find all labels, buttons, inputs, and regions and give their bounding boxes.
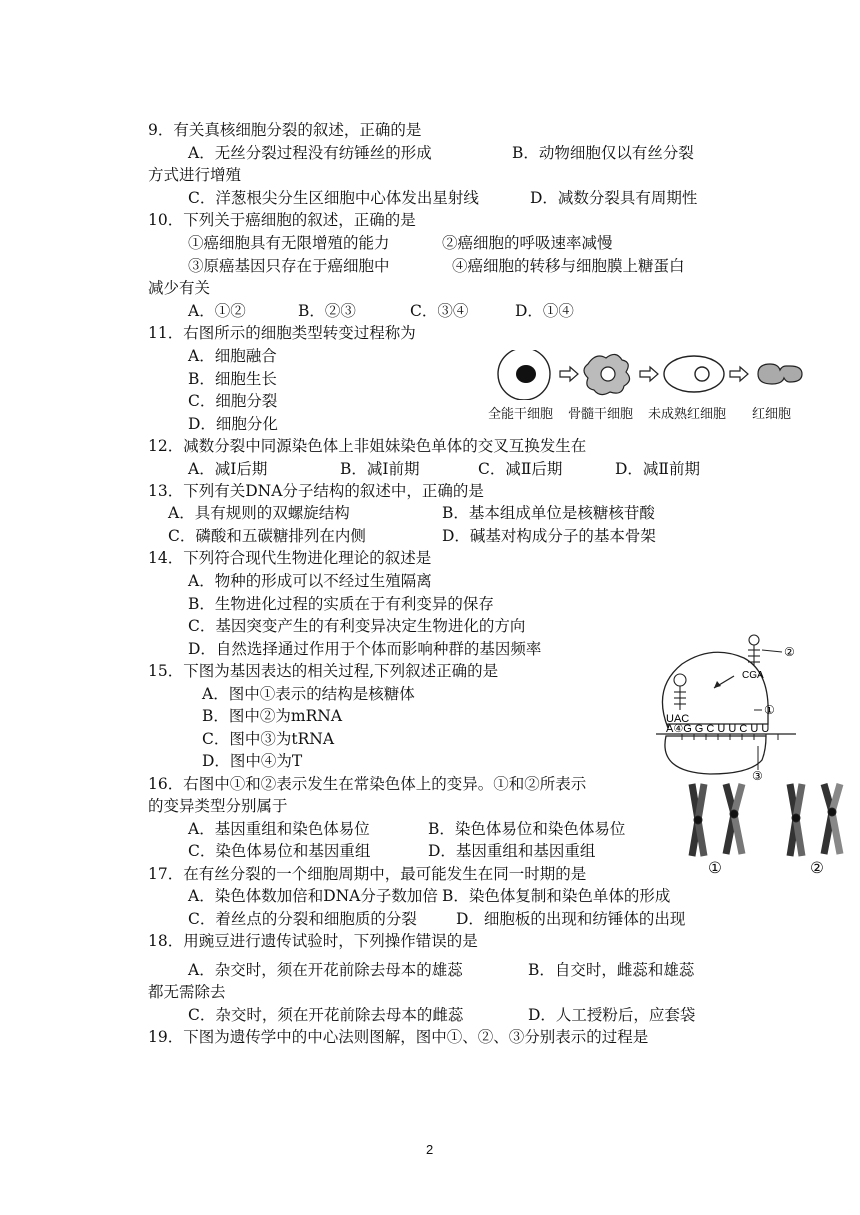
marker-1: ①	[764, 703, 775, 717]
q11-figure-label-3: 未成熟红细胞	[648, 407, 727, 422]
q16-option-d: D．基因重组和基因重组	[428, 842, 596, 860]
q15-option-d: D．图中④为T	[202, 752, 303, 770]
label-mrna-sequence: A④G G C U U C U U	[666, 723, 770, 735]
q18-option-b: B．自交时，雌蕊和雄蕊	[528, 961, 695, 979]
q11-option-a: A．细胞融合	[188, 347, 277, 365]
cell-differentiation-figure	[490, 350, 810, 400]
q10-option-a: A．①②	[188, 302, 246, 320]
q9-option-b: B．动物细胞仅以有丝分裂	[512, 144, 694, 162]
ribosome-lower	[665, 736, 766, 774]
marker-2: ②	[784, 645, 795, 659]
q15-option-a: A．图中①表示的结构是核糖体	[202, 685, 415, 703]
q14-option-b: B．生物进化过程的实质在于有利变异的保存	[188, 595, 494, 613]
q9-option-b-cont: 方式进行增殖	[148, 166, 242, 184]
immature-red-blood-cell	[664, 356, 724, 392]
q18-stem: 18．用豌豆进行遗传试验时，下列操作错误的是	[148, 932, 478, 950]
q15-option-b: B．图中②为mRNA	[202, 707, 343, 725]
q16-option-b: B．染色体易位和染色体易位	[428, 820, 626, 838]
marker-3: ③	[752, 769, 763, 782]
q16-stem-cont: 的变异类型分别属于	[148, 797, 288, 815]
q10-statement-2: ②癌细胞的呼吸速率减慢	[442, 234, 613, 252]
q9-option-d: D．减数分裂具有周期性	[530, 189, 698, 207]
label-uac: UAC	[666, 713, 690, 725]
q17-option-d: D．细胞板的出现和纺锤体的出现	[456, 910, 686, 928]
label-cga: CGA	[742, 670, 764, 681]
q11-figure-label-4: 红细胞	[752, 407, 792, 422]
q10-statement-4-cont: 减少有关	[148, 279, 211, 297]
q14-option-d: D．自然选择通过作用于个体而影响种群的基因频率	[188, 640, 542, 658]
q19-stem: 19．下图为遗传学中的中心法则图解，图中①、②、③分别表示的过程是	[148, 1028, 649, 1046]
q10-stem: 10．下列关于癌细胞的叙述，正确的是	[148, 211, 416, 229]
q13-option-b: B．基本组成单位是核糖核苷酸	[442, 504, 655, 522]
q16-figure-label-1: ①	[708, 859, 722, 877]
q12-option-b: B．减Ⅰ前期	[340, 460, 420, 478]
red-blood-cell	[758, 364, 802, 384]
q11-option-d: D．细胞分化	[188, 415, 278, 433]
q10-option-d: D．①④	[515, 302, 574, 320]
totipotent-stem-cell	[498, 350, 550, 400]
q14-stem: 14．下列符合现代生物进化理论的叙述是	[148, 549, 432, 567]
q12-option-d: D．减Ⅱ前期	[615, 460, 700, 478]
q17-option-a: A．染色体数加倍和DNA分子数加倍	[188, 887, 438, 905]
q13-option-c: C．磷酸和五碳糖排列在内侧	[168, 527, 366, 545]
q12-option-a: A．减Ⅰ后期	[188, 460, 268, 478]
q16-figure-label-2: ②	[810, 859, 824, 877]
q17-option-b: B．染色体复制和染色单体的形成	[442, 887, 671, 905]
q11-option-b: B．细胞生长	[188, 370, 277, 388]
q15-option-c: C．图中③为tRNA	[202, 730, 335, 748]
arrow-icon	[640, 367, 658, 381]
q17-stem: 17．在有丝分裂的一个细胞周期中，最可能发生在同一时期的是	[148, 865, 587, 883]
q17-option-c: C．着丝点的分裂和细胞质的分裂	[188, 910, 417, 928]
q10-statement-4: ④癌细胞的转移与细胞膜上糖蛋白	[452, 257, 685, 275]
q13-stem: 13．下列有关DNA分子结构的叙述中，正确的是	[148, 482, 484, 500]
q13-option-a: A．具有规则的双螺旋结构	[168, 504, 350, 522]
q10-statement-1: ①癌细胞具有无限增殖的能力	[188, 234, 390, 252]
q10-option-c: C．③④	[410, 302, 469, 320]
q10-option-b: B．②③	[298, 302, 356, 320]
q16-stem: 16．右图中①和②表示发生在常染色体上的变异。①和②所表示	[148, 775, 587, 793]
q18-option-a: A．杂交时，须在开花前除去母本的雄蕊	[188, 961, 463, 979]
page-number: 2	[426, 1142, 434, 1157]
chromosome-pair-2	[790, 784, 840, 856]
q9-option-a: A．无丝分裂过程没有纺锤丝的形成	[188, 144, 432, 162]
q14-option-c: C．基因突变产生的有利变异决定生物进化的方向	[188, 617, 526, 635]
q12-option-c: C．减Ⅱ后期	[478, 460, 563, 478]
q11-figure-label-2: 骨髓干细胞	[568, 407, 634, 422]
q13-option-d: D．碱基对构成分子的基本骨架	[442, 527, 656, 545]
q9-stem: 9．有关真核细胞分裂的叙述，正确的是	[148, 121, 422, 139]
q18-option-c: C．杂交时，须在开花前除去母本的雌蕊	[188, 1006, 464, 1024]
q11-stem: 11．右图所示的细胞类型转变过程称为	[148, 324, 416, 342]
bone-marrow-stem-cell	[584, 354, 630, 394]
q14-option-a: A．物种的形成可以不经过生殖隔离	[188, 572, 432, 590]
q15-stem: 15．下图为基因表达的相关过程,下列叙述正确的是	[148, 662, 499, 680]
q12-stem: 12．减数分裂中同源染色体上非姐妹染色单体的交叉互换发生在	[148, 437, 587, 455]
q18-option-b-cont: 都无需除去	[148, 983, 226, 1001]
arrow-icon	[560, 367, 578, 381]
q11-figure-label-1: 全能干细胞	[488, 407, 554, 422]
q16-option-c: C．染色体易位和基因重组	[188, 842, 371, 860]
q9-option-c: C．洋葱根尖分生区细胞中心体发出星射线	[188, 189, 479, 207]
q11-option-c: C．细胞分裂	[188, 392, 278, 410]
q16-option-a: A．基因重组和染色体易位	[188, 820, 370, 838]
arrow-icon	[730, 367, 748, 381]
q10-statement-3: ③原癌基因只存在于癌细胞中	[188, 257, 390, 275]
chromosome-pair-1	[692, 784, 742, 856]
gene-expression-figure	[646, 632, 806, 782]
q18-option-d: D．人工授粉后，应套袋	[528, 1006, 696, 1024]
